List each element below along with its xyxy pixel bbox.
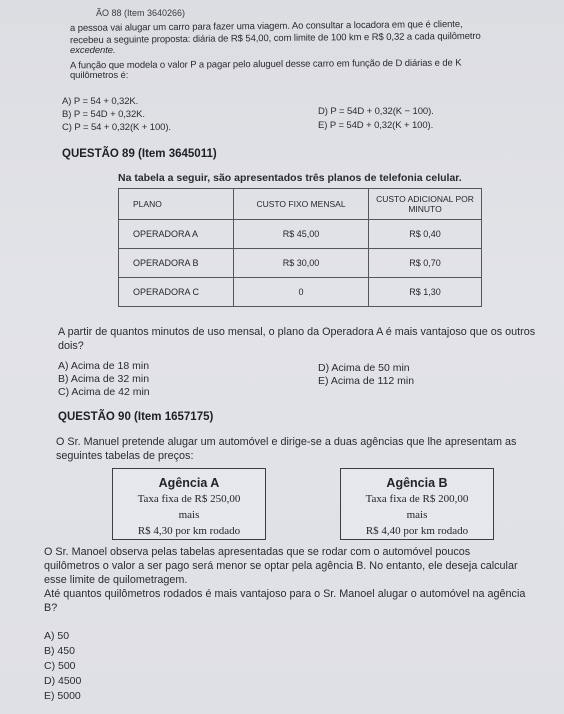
phone-plans-table [118, 188, 482, 307]
agency-b-box [340, 468, 494, 540]
q90-body-line2: quilômetros o valor a ser pago será menor se optar pela agência B. No entanto, ele deseja calcular [44, 560, 518, 572]
q88-option-c[interactable]: C) P = 54 + 0,32(K + 100). [62, 122, 171, 133]
agency-a-box [112, 468, 266, 540]
agency-b-fixed-fee: Taxa fixa de R$ 200,00 [365, 493, 469, 505]
table-row [119, 220, 482, 249]
q88-option-d[interactable]: D) P = 54D + 0,32(K − 100). [318, 106, 434, 117]
table-row [119, 249, 482, 278]
table-cell: OPERADORA C [119, 278, 234, 307]
table-cell: R$ 45,00 [234, 220, 369, 249]
q88-intro-line3: excedente. [70, 45, 116, 56]
column-header: CUSTO FIXO MENSAL [234, 189, 369, 220]
q89-question-line1: A partir de quantos minutos de uso mensal, o plano da Operadora A é mais vantajoso que os outros [58, 326, 536, 338]
q89-table-caption: Na tabela a seguir, são apresentados três planos de telefonia celular. [118, 172, 462, 184]
q89-option-d[interactable]: D) Acima de 50 min [318, 362, 410, 374]
q89-heading: QUESTÃO 89 (Item 3645011) [62, 148, 217, 160]
q89-option-c[interactable]: C) Acima de 42 min [58, 386, 150, 398]
q90-intro-line1: O Sr. Manuel pretende alugar um automóvel e dirige-se a duas agências que lhe apresentam as [56, 436, 517, 448]
table-cell: OPERADORA A [119, 220, 234, 249]
table-cell: R$ 1,30 [369, 278, 482, 307]
q90-option-a[interactable]: A) 50 [44, 630, 70, 642]
q88-option-a[interactable]: A) P = 54 + 0,32K. [62, 96, 139, 107]
q89-option-e[interactable]: E) Acima de 112 min [318, 375, 415, 387]
q90-question-line1: Até quantos quilômetros rodados é mais vantajoso para o Sr. Manoel alugar o automóvel na agência [44, 588, 526, 600]
q89-option-a[interactable]: A) Acima de 18 min [58, 360, 150, 372]
table-cell: OPERADORA B [119, 249, 234, 278]
agency-a-fixed-fee: Taxa fixa de R$ 250,00 [137, 493, 241, 505]
agency-a-title: Agência A [158, 476, 220, 490]
q88-intro-line1: a pessoa vai alugar um carro para fazer uma viagem. Ao consultar a locadora em que é cliente, [69, 18, 463, 35]
q90-option-e[interactable]: E) 5000 [44, 690, 81, 702]
q88-header: ÃO 88 (Item 3640266) [96, 8, 186, 18]
q90-option-b[interactable]: B) 450 [44, 645, 75, 657]
q88-question-line2: quilômetros é: [70, 70, 129, 81]
table-cell: R$ 0,70 [369, 249, 482, 278]
q90-heading: QUESTÃO 90 (Item 1657175) [58, 411, 214, 423]
agency-a-per-km: R$ 4,30 por km rodado [137, 525, 241, 537]
q88-intro-line2: recebeu a seguinte proposta: diária de R$ 54,00, com limite de 100 km e R$ 0,32 a cada quilômetro [69, 30, 481, 47]
agency-a-plus: mais [178, 509, 200, 521]
q90-intro-line2: seguintes tabelas de preços: [56, 450, 194, 462]
table-cell: R$ 30,00 [234, 249, 369, 278]
column-header: PLANO [119, 189, 234, 220]
q89-question-line2: dois? [58, 340, 84, 352]
agency-b-title: Agência B [386, 476, 448, 490]
q90-body-line1: O Sr. Manoel observa pelas tabelas apresentadas que se rodar com o automóvel poucos [44, 546, 471, 558]
table-row [119, 278, 482, 307]
q90-question-line2: B? [44, 602, 58, 614]
q88-question-line1: A função que modela o valor P a pagar pelo aluguel desse carro em função de D diárias e de K [69, 57, 462, 72]
q90-body-line3: esse limite de quilometragem. [44, 574, 188, 586]
q88-option-e[interactable]: E) P = 54D + 0,32(K + 100). [318, 120, 434, 131]
q89-option-b[interactable]: B) Acima de 32 min [58, 373, 150, 385]
table-header-row [119, 189, 482, 220]
table-cell: R$ 0,40 [369, 220, 482, 249]
column-header: CUSTO ADICIONAL POR MINUTO [369, 189, 482, 220]
q88-option-b[interactable]: B) P = 54D + 0,32K. [62, 109, 145, 120]
agency-b-plus: mais [406, 509, 428, 521]
table-cell: 0 [234, 278, 369, 307]
q90-option-c[interactable]: C) 500 [44, 660, 76, 672]
agency-b-per-km: R$ 4,40 por km rodado [365, 525, 469, 537]
q90-option-d[interactable]: D) 4500 [44, 675, 82, 687]
